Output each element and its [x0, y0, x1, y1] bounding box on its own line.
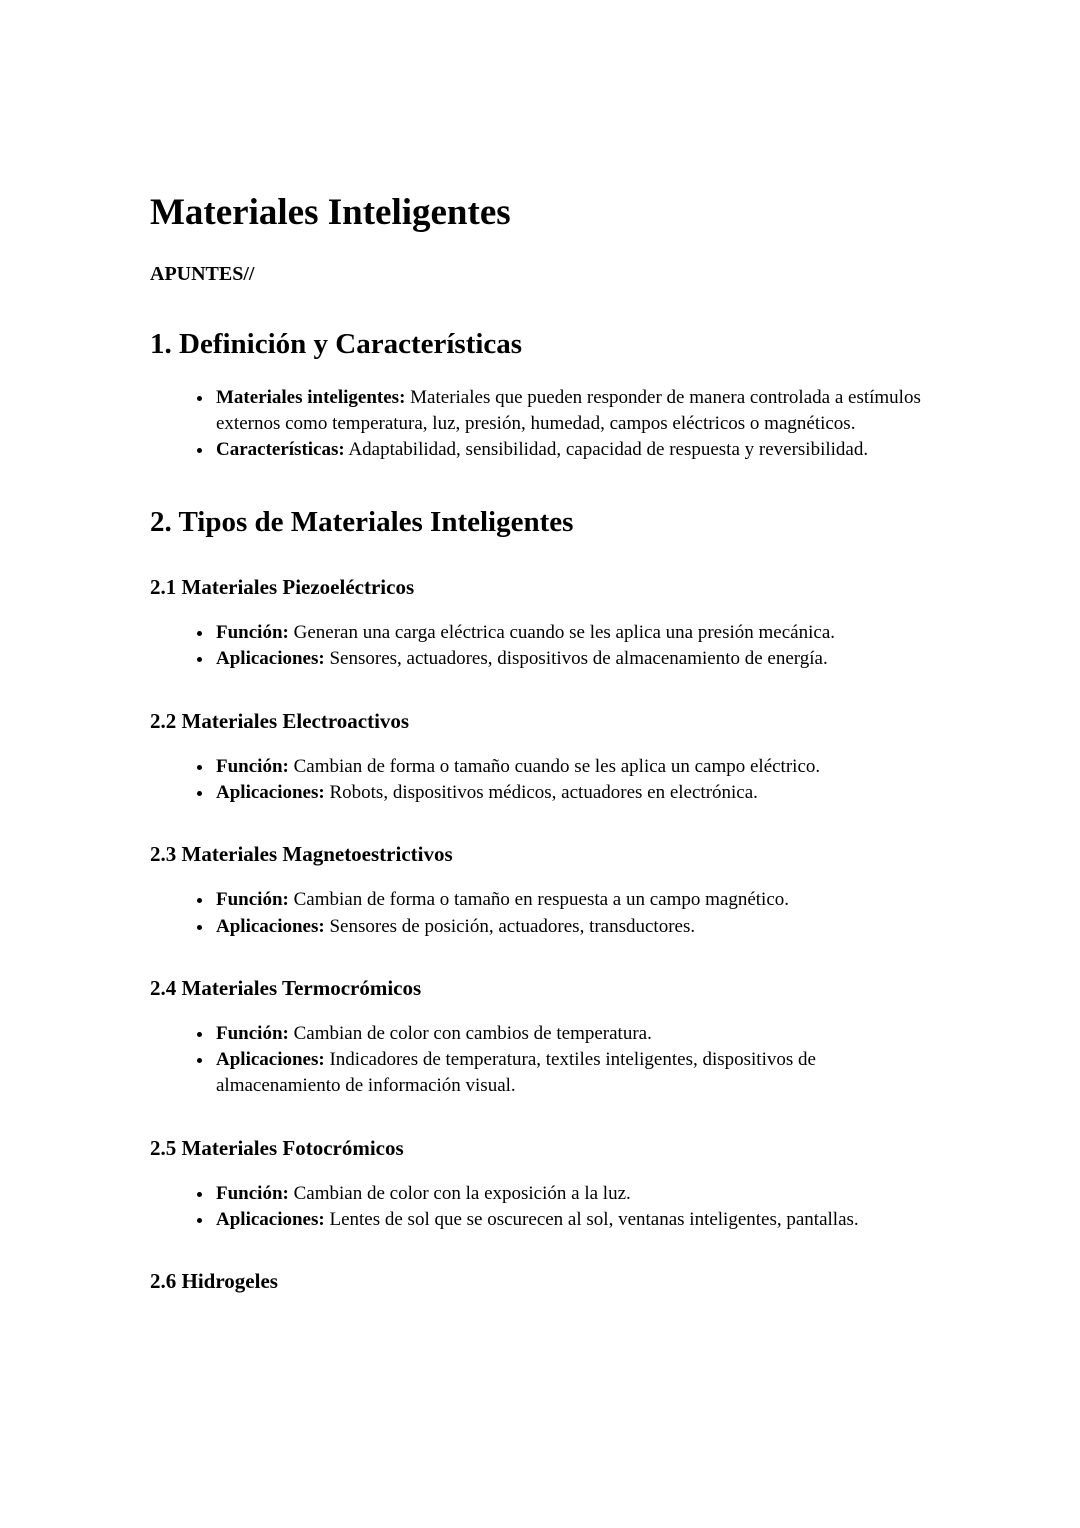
- bullet-label: Función:: [216, 622, 289, 644]
- bullet-item: • Función: Cambian de color con cambios de temperatura.: [214, 1021, 930, 1047]
- section-heading: 2.3 Materiales Magnetoestrictivos: [150, 842, 453, 867]
- bullet-item: • Función: Cambian de color con la exposición a la luz.: [214, 1181, 930, 1207]
- section-heading: 2.6 Hidrogeles: [150, 1269, 278, 1294]
- bullet-item: • Función: Cambian de forma o tamaño cuando se les aplica un campo eléctrico.: [214, 754, 930, 780]
- bullet-label: Aplicaciones:: [216, 915, 325, 937]
- bullet-label: Aplicaciones:: [216, 648, 325, 670]
- bullet-item: • Función: Generan una carga eléctrica cuando se les aplica una presión mecánica.: [214, 620, 930, 646]
- bullet-label: Función:: [216, 1182, 289, 1204]
- section-heading: 2.5 Materiales Fotocrómicos: [150, 1135, 404, 1160]
- bullet-item: • Aplicaciones: Robots, dispositivos médicos, actuadores en electrónica.: [214, 780, 930, 806]
- section-heading: 2. Tipos de Materiales Inteligentes: [150, 505, 574, 538]
- bullet-label: Aplicaciones:: [216, 1209, 325, 1231]
- bullet-list: [150, 385, 930, 464]
- bullet-label: Aplicaciones:: [216, 1049, 325, 1071]
- bullet-list: [150, 754, 930, 806]
- bullet-list: [150, 1181, 930, 1233]
- section-heading: 2.1 Materiales Piezoeléctricos: [150, 574, 415, 599]
- bullet-label: Función:: [216, 1022, 289, 1044]
- bullet-item: • Materiales inteligentes: Materiales que pueden responder de manera controlada a estímulos externos como temperatura, luz, presión, humedad, campos eléctricos o magnéticos.: [214, 385, 930, 437]
- bullet-list: [150, 620, 930, 672]
- section-heading: 2.2 Materiales Electroactivos: [150, 708, 410, 733]
- bullet-label: Características:: [216, 439, 345, 461]
- bullet-label: Función:: [216, 889, 289, 911]
- section-heading: 2.4 Materiales Termocrómicos: [150, 975, 422, 1000]
- bullet-list: [150, 887, 930, 939]
- bullet-label: Materiales inteligentes:: [216, 386, 406, 408]
- bullet-item: • Aplicaciones: Sensores, actuadores, dispositivos de almacenamiento de energía.: [214, 646, 930, 672]
- bullet-item: • Función: Cambian de forma o tamaño en respuesta a un campo magnético.: [214, 887, 930, 913]
- document-title: Materiales Inteligentes: [150, 192, 511, 233]
- bullet-item: • Aplicaciones: Sensores de posición, actuadores, transductores.: [214, 914, 930, 940]
- bullet-item: • Aplicaciones: Lentes de sol que se oscurecen al sol, ventanas inteligentes, pantallas.: [214, 1207, 930, 1233]
- bullet-item: • Aplicaciones: Indicadores de temperatura, textiles inteligentes, dispositivos de almacenamiento de información visual.: [214, 1047, 930, 1099]
- bullet-label: Aplicaciones:: [216, 781, 325, 803]
- bullet-item: • Características: Adaptabilidad, sensibilidad, capacidad de respuesta y reversibilidad.: [214, 437, 930, 463]
- section-heading: 1. Definición y Características: [150, 327, 523, 360]
- document-sections: [150, 328, 930, 1295]
- bullet-label: Función:: [216, 755, 289, 777]
- document-subtitle: APUNTES//: [150, 262, 255, 285]
- bullet-list: [150, 1021, 930, 1100]
